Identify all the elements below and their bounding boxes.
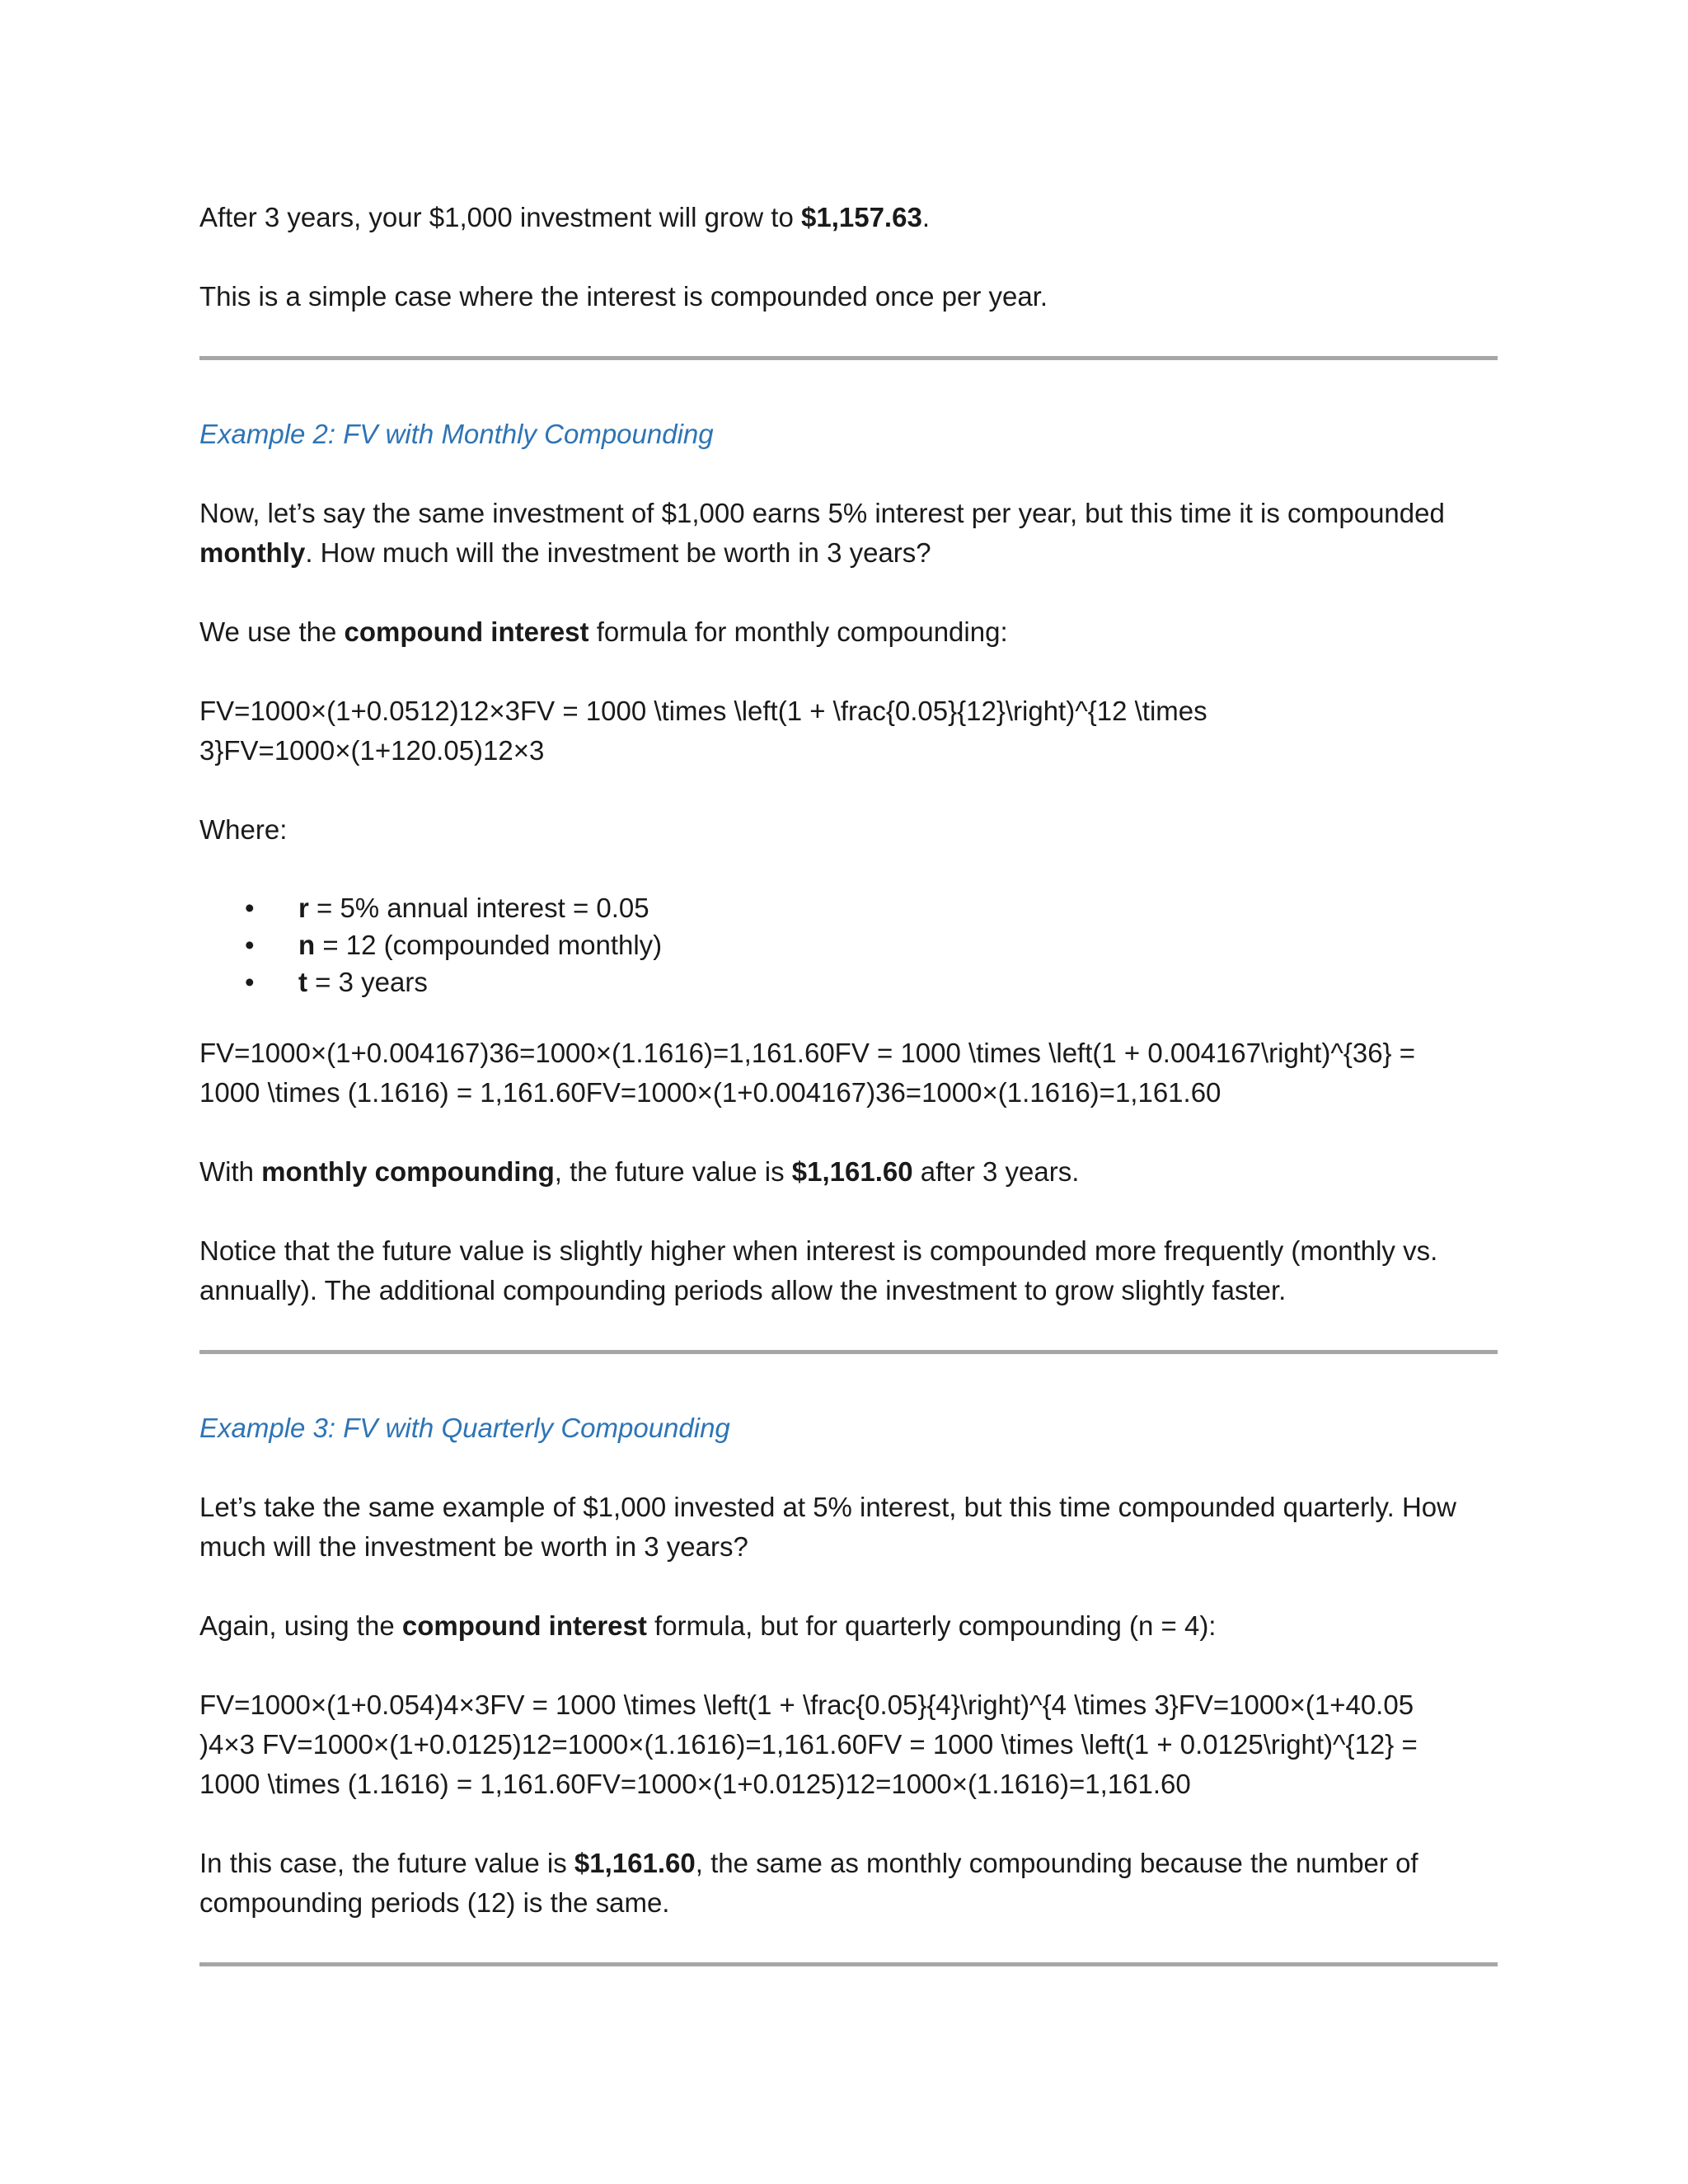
formula-line: 1000 \times (1.1616) = 1,161.60FV=1000×(1+0.0125)12=1000×(1.1616)=1,161.60 [199,1769,1191,1799]
result-paragraph [199,198,1498,237]
result-text-end: , the same as monthly compounding because the number of compounding periods (12) is the same. [199,1848,1418,1918]
example-3-formula [199,1685,1498,1804]
example-2-formula-1 [199,691,1498,771]
formula-line: )4×3 FV=1000×(1+0.0125)12=1000×(1.1616)=1,161.60FV = 1000 \times \left(1 + 0.0125\right)^{12} = [199,1729,1418,1760]
bullet-icon: • [245,967,255,997]
variable-description: = 3 years [307,967,428,997]
section-divider [199,356,1498,360]
result-text: , the future value is [554,1156,792,1187]
example-3-intro: Let’s take the same example of $1,000 invested at 5% interest, but this time compounded quarterly. How much will the investment be worth in 3 years? [199,1492,1456,1562]
result-text-end: . [921,202,930,232]
formula-line: 1000 \times (1.1616) = 1,161.60FV=1000×(1+0.004167)36=1000×(1.1616)=1,161.60 [199,1077,1221,1108]
variables-list [199,889,1498,1001]
result-text-end: after 3 years. [912,1156,1080,1187]
example-3-result [199,1844,1498,1923]
formula-intro-end: formula, but for quarterly compounding (n = 4): [646,1610,1217,1641]
variable-name: t [298,967,307,997]
result-amount: $1,157.63 [801,202,922,232]
section-divider [199,1962,1498,1966]
list-item [199,889,1498,926]
section-divider [199,1350,1498,1354]
formula-intro-end: formula for monthly compounding: [588,616,1008,647]
formula-line: FV=1000×(1+0.004167)36=1000×(1.1616)=1,161.60FV = 1000 \times \left(1 + 0.004167\right)^{36} = [199,1038,1416,1068]
where-label: Where: [199,814,288,845]
list-item [199,963,1498,1001]
example-2-notice: Notice that the future value is slightly higher when interest is compounded more frequently (monthly vs. annually). The additional compounding periods allow the investment to grow slightly faster. [199,1235,1438,1305]
result-text: With [199,1156,262,1187]
example-3-heading: Example 3: FV with Quarterly Compounding [199,1413,730,1443]
variable-description: = 12 (compounded monthly) [315,930,663,960]
example-2-intro-end: . How much will the investment be worth in 3 years? [305,537,931,568]
example-2-heading: Example 2: FV with Monthly Compounding [199,419,714,449]
result-amount: $1,161.60 [791,1156,913,1187]
formula-intro-bold: compound interest [401,1610,647,1641]
example-3-formula-intro [199,1606,1498,1646]
example-2-formula-intro [199,612,1498,652]
example-2-intro-bold: monthly [199,537,306,568]
formula-line: FV=1000×(1+0.0512)12×3FV = 1000 \times \left(1 + \frac{0.05}{12}\right)^{12 \times [199,696,1207,726]
result-text: In this case, the future value is [199,1848,574,1878]
formula-intro-bold: compound interest [344,616,589,647]
variable-name: n [298,930,316,960]
example-2-result [199,1152,1498,1192]
simple-case-paragraph: This is a simple case where the interest is compounded once per year. [199,281,1048,312]
formula-line: 3}FV=1000×(1+120.05)12×3 [199,735,545,766]
list-item [199,926,1498,963]
example-2-intro [199,494,1498,573]
bullet-icon: • [245,893,255,923]
variable-description: = 5% annual interest = 0.05 [308,893,649,923]
formula-intro-text: We use the [199,616,345,647]
example-2-intro-text: Now, let’s say the same investment of $1,000 earns 5% interest per year, but this time it is compounded [199,498,1445,528]
variable-name: r [298,893,309,923]
formula-line: FV=1000×(1+0.054)4×3FV = 1000 \times \left(1 + \frac{0.05}{4}\right)^{4 \times 3}FV=1000×(1+40.05 [199,1690,1414,1720]
result-bold: monthly compounding [261,1156,555,1187]
document-body [199,198,1498,2021]
bullet-icon: • [245,930,255,960]
result-text: After 3 years, your $1,000 investment will grow to [199,202,801,232]
formula-intro-text: Again, using the [199,1610,402,1641]
example-2-formula-2 [199,1033,1498,1113]
result-amount: $1,161.60 [574,1848,696,1878]
